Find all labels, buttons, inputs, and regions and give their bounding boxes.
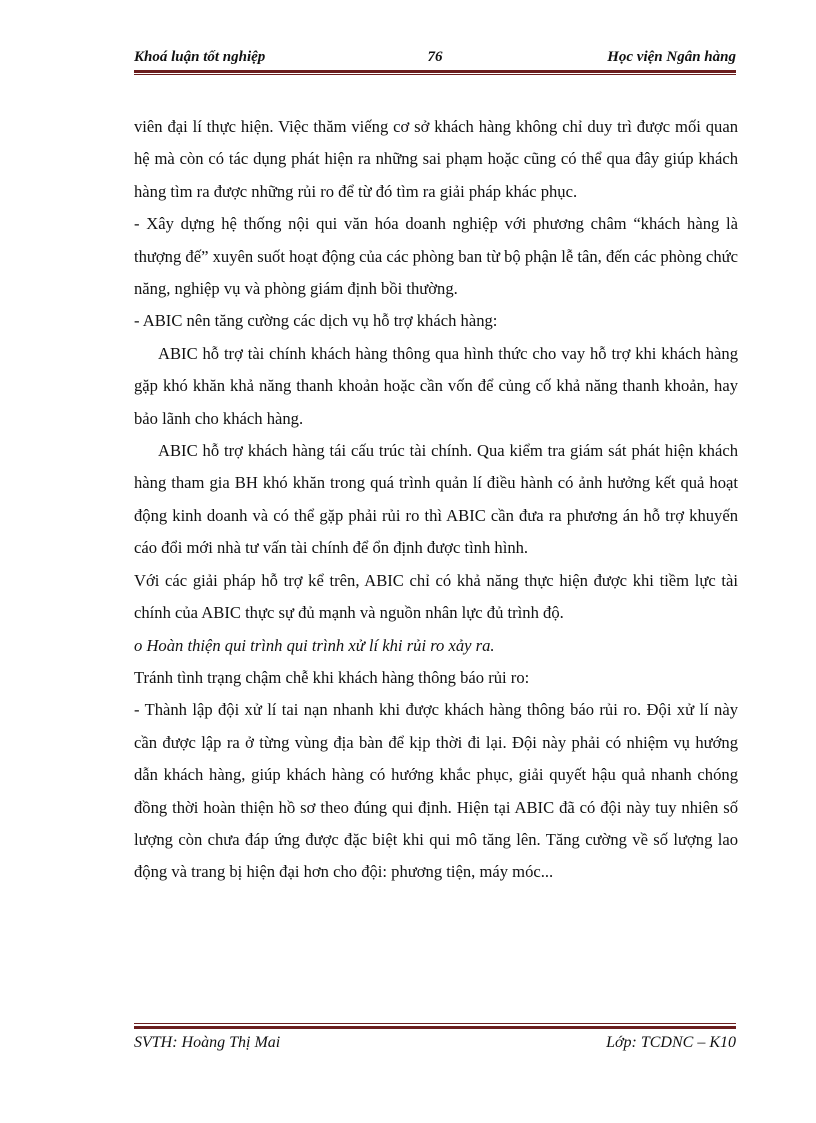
subheading-claims-process: o Hoàn thiện qui trình qui trình xử lí khi rủi ro xảy ra. — [134, 635, 495, 655]
page-number: 76 — [427, 49, 443, 65]
bullet-corporate-culture: - Xây dựng hệ thống nội qui văn hóa doanh nghiệp với phương châm “khách hàng là thượng đế” xuyên suốt hoạt động của các phòng ban từ bộ phận lễ tân, đến các phòng chức năng, nghiệp vụ và phòng giám định bồi thường. — [134, 214, 738, 299]
footer-rule-thick — [134, 1026, 736, 1029]
footer-rule-thin — [134, 1023, 736, 1024]
page-footer — [134, 1032, 736, 1056]
bullet-support-services: - ABIC nên tăng cường các dịch vụ hỗ trợ khách hàng: — [134, 311, 498, 331]
paragraph-conclusion: Với các giải pháp hỗ trợ kể trên, ABIC chỉ có khả năng thực hiện được khi tiềm lực tài chính của ABIC thực sự đủ mạnh và nguồn nhân lực đủ trình độ. — [134, 570, 738, 623]
paragraph-visit-customers: viên đại lí thực hiện. Việc thăm viếng cơ sở khách hàng không chỉ duy trì được mối quan hệ mà còn có tác dụng phát hiện ra những sai phạm hoặc cũng có thể qua đây giúp khách hàng tìm ra được những rủi ro để từ đó tìm ra giải pháp khác phục. — [134, 117, 738, 201]
paragraph-restructuring: ABIC hỗ trợ khách hàng tái cấu trúc tài chính. Qua kiểm tra giám sát phát hiện khách hàng tham gia BH khó khăn trong quá trình quản lí điều hành có ảnh hưởng kết quả hoạt động kinh doanh và có thể gặp phải rủi ro thì ABIC cần đưa ra phương án hỗ trợ khuyến cáo đổi mới nhà tư vấn tài chính để ổn định được tình hình. — [134, 441, 738, 558]
header-institution: Học viện Ngân hàng — [607, 49, 736, 65]
header-thesis-label: Khoá luận tốt nghiệp — [134, 49, 266, 65]
bullet-rapid-response-team: - Thành lập đội xử lí tai nạn nhanh khi được khách hàng thông báo rủi ro. Đội xử lí này cần được lập ra ở từng vùng địa bàn để kịp thời đi lại. Đội này phải có nhiệm vụ hướng dẫn khách hàng, giúp khách hàng có hướng khắc phục, giải quyết hậu quả nhanh chóng đồng thời hoàn thiện hồ sơ theo đúng qui định. Hiện tại ABIC đã có đội này tuy nhiên số lượng còn chưa đáp ứng được đặc biệt khi qui mô tăng lên. Tăng cường về số lượng lao động và trang bị hiện đại hơn cho đội: phương tiện, máy móc... — [134, 700, 738, 882]
page-body — [134, 111, 738, 889]
paragraph-financial-support: ABIC hỗ trợ tài chính khách hàng thông qua hình thức cho vay hỗ trợ khi khách hàng gặp khó khăn khả năng thanh khoản hoặc cần vốn để củng cố khả năng thanh khoản, hay bảo lãnh cho khách hàng. — [134, 343, 738, 428]
header-rule-thin — [134, 74, 736, 75]
footer-student-name: SVTH: Hoàng Thị Mai — [134, 1034, 281, 1051]
page-header — [134, 47, 736, 71]
footer-class-label: Lớp: TCDNC – K10 — [606, 1034, 736, 1051]
header-rule-thick — [134, 70, 736, 73]
paragraph-avoid-delay: Tránh tình trạng chậm chễ khi khách hàng thông báo rủi ro: — [134, 667, 530, 687]
